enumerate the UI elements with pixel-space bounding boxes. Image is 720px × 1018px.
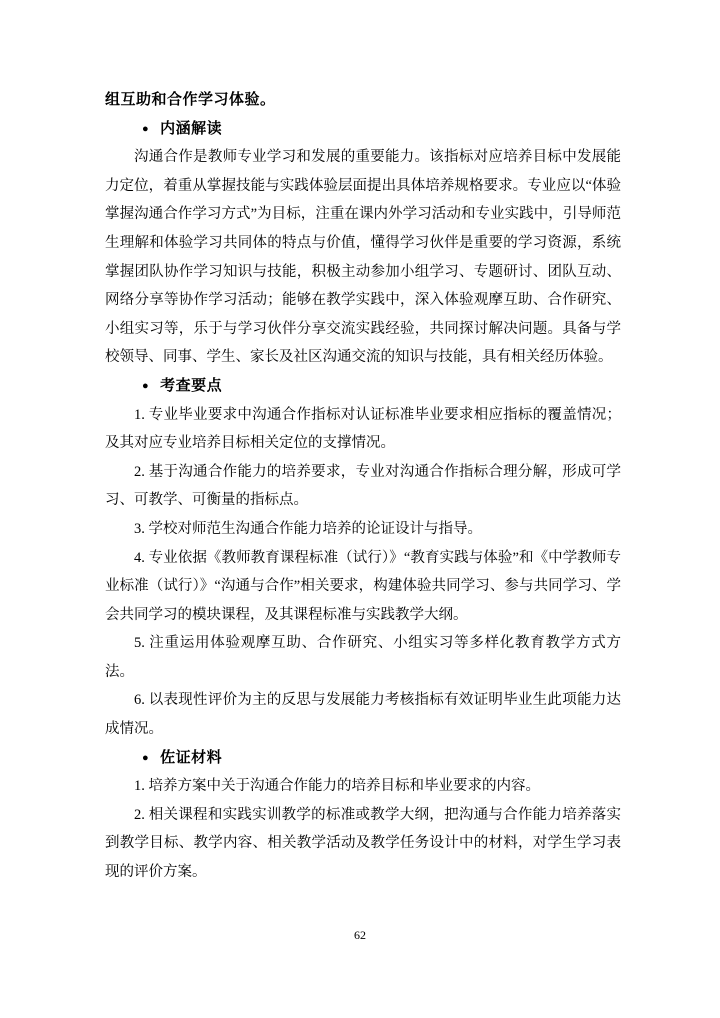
bullet-icon: ● [142,379,150,392]
section-heading-label: 考查要点 [160,376,223,394]
numbered-item: 3. 学校对师范生沟通合作能力培养的论证设计与指导。 [134,520,482,537]
section-heading-label: 佐证材料 [160,748,223,766]
body-paragraph: 沟通合作是教师专业学习和发展的重要能力。该指标对应培养目标中发展能力定位，着重从掌握技能与实践体验层面提出具体培养规格要求。专业应以“体验掌握沟通合作学习方式”为目标，注重在课内外学习活动和专业实践中，引导师范生理解和体验学习共同体的特点与价值，懂得学习伙伴是重要的学习资源，系统掌握团队协作学习知识与技能，积极主动参加小组学习、专题研讨、团队互动、网络分享等协作学习活动；能够在教学实践中，深入体验观摩互助、合作研究、小组实习等，乐于与学习伙伴分享交流实践经验，共同探讨解决问题。具备与学校领导、同事、学生、家长及社区沟通交流的知识与技能，具有相关经历体验。 [105,149,621,366]
paragraph-continuation-line: 组互助和合作学习体验。 [105,91,276,108]
numbered-item: 2. 相关课程和实践实训教学的标准或教学大纲，把沟通与合作能力培养落实到教学目标、教学内容、相关教学活动及教学任务设计中的材料，对学生学习表现的评价方案。 [105,806,621,881]
section-heading-connotation [105,115,621,144]
bullet-icon: ● [142,122,150,135]
bullet-icon: ● [142,751,150,764]
section-heading-key-points [105,372,621,401]
numbered-item: 1. 培养方案中关于沟通合作能力的培养目标和毕业要求的内容。 [134,778,540,795]
numbered-item: 1. 专业毕业要求中沟通合作指标对认证标准毕业要求相应指标的覆盖情况；及其对应专业培养目标相关定位的支撑情况。 [105,406,621,452]
page-number: 62 [354,928,366,942]
page-content [105,86,621,887]
section-heading-supporting-materials [105,744,621,773]
numbered-item: 4. 专业依据《教师教育课程标准（试行）》“教育实践与体验”和《中学教师专业标准（试行）》“沟通与合作”相关要求，构建体验共同学习、参与共同学习、学会共同学习的模块课程，及其课程标准与实践教学大纲。 [105,549,621,623]
numbered-item: 5. 注重运用体验观摩互助、合作研究、小组实习等多样化教育教学方式方法。 [105,635,621,680]
numbered-item: 6. 以表现性评价为主的反思与发展能力考核指标有效证明毕业生此项能力达成情况。 [105,692,621,738]
numbered-item: 2. 基于沟通合作能力的培养要求，专业对沟通合作指标合理分解，形成可学习、可教学、可衡量的指标点。 [105,463,621,509]
section-heading-label: 内涵解读 [160,119,223,137]
